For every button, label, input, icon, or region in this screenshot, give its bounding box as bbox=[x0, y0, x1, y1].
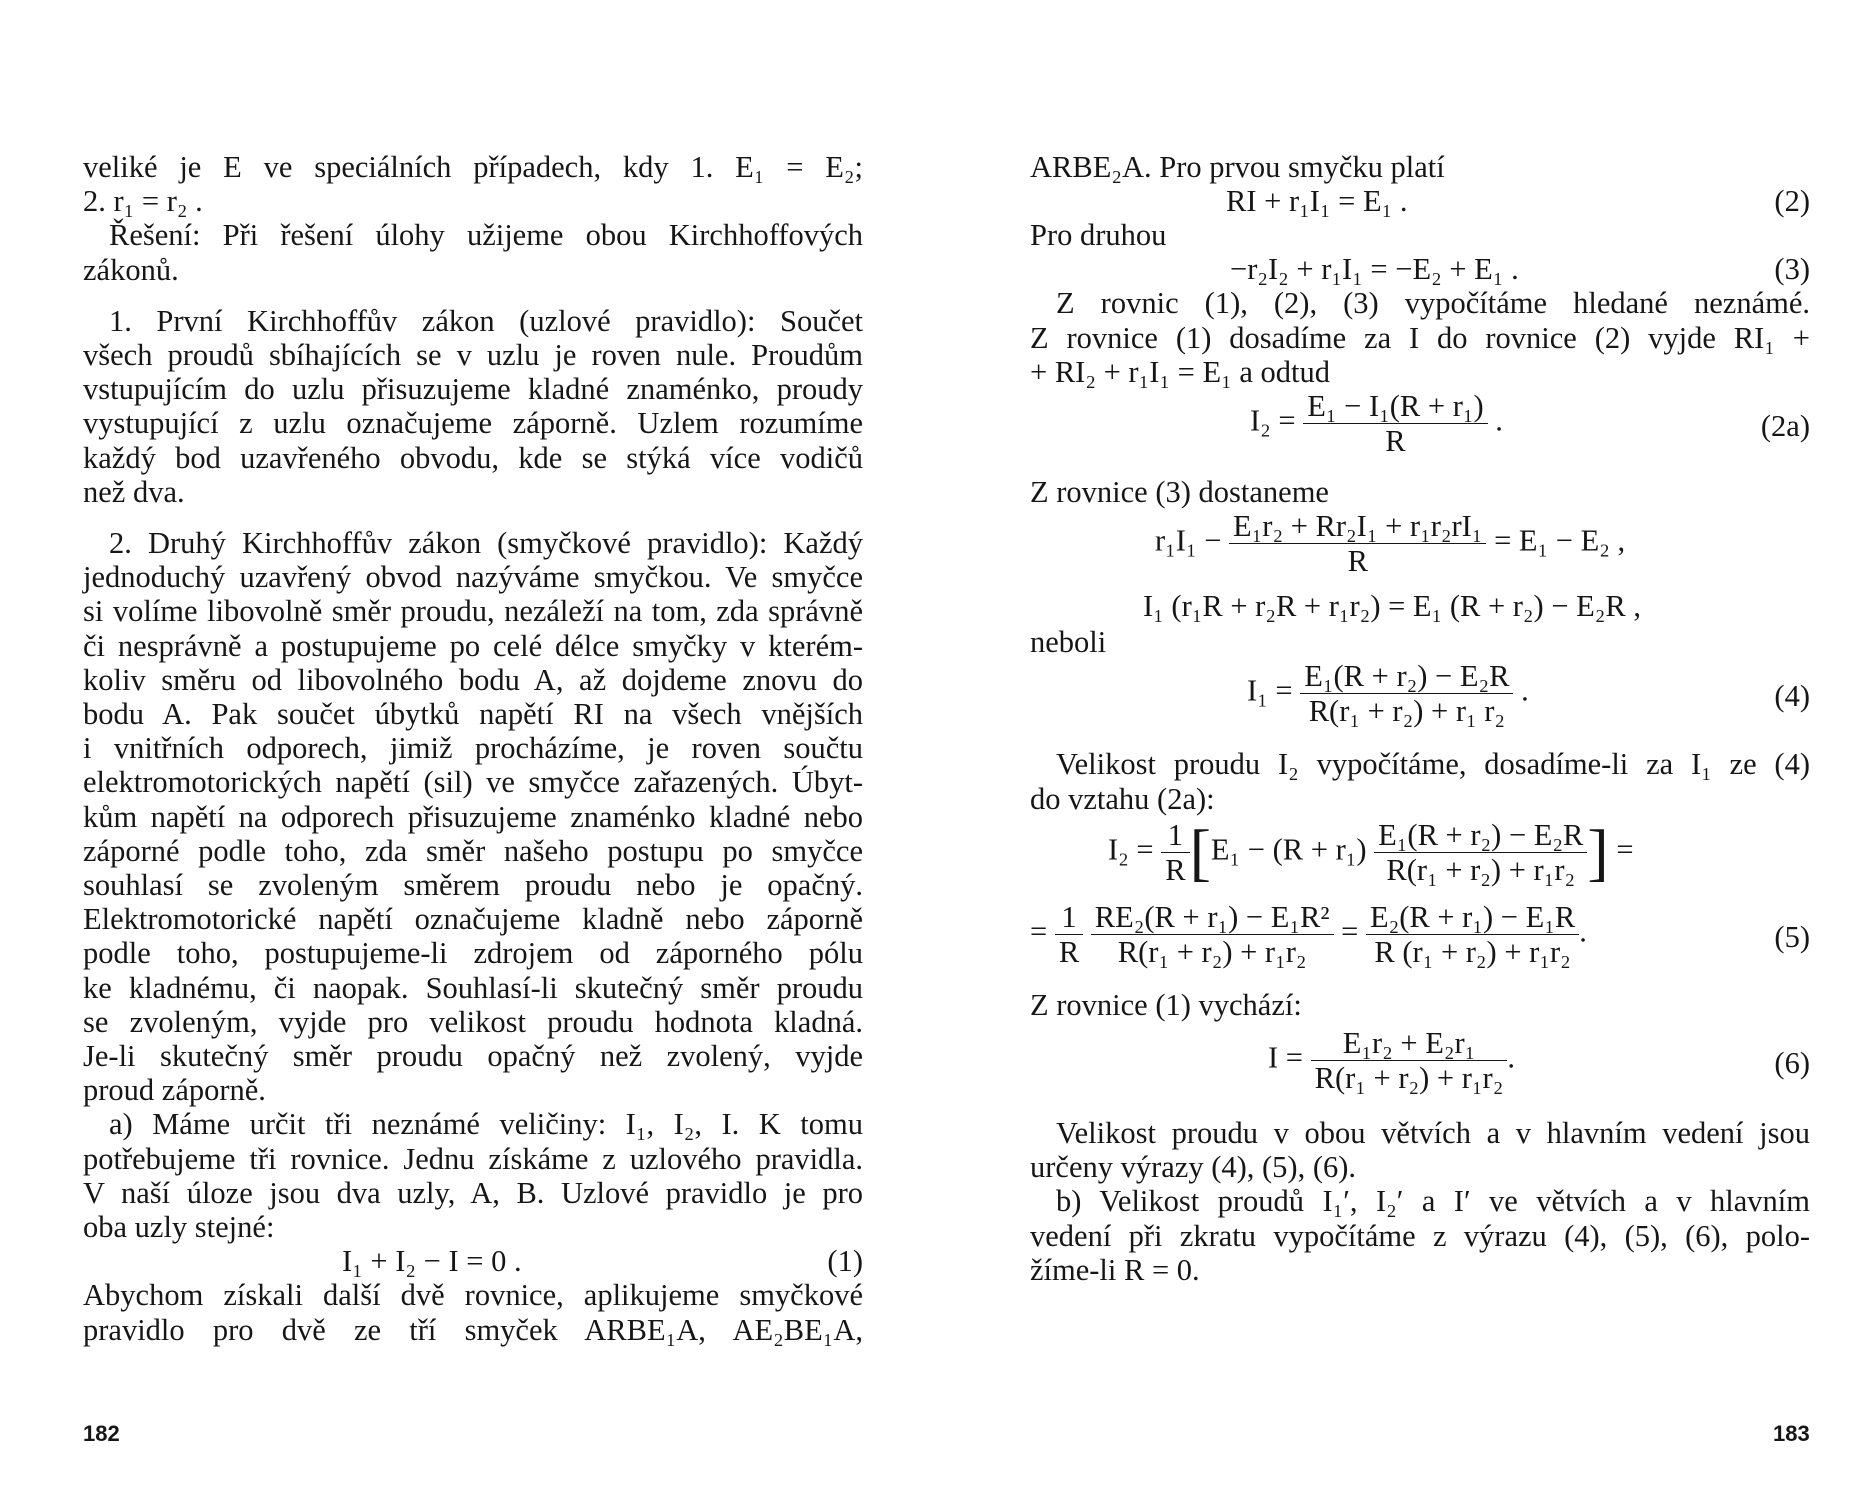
equation-lhs: I₂ = bbox=[1250, 403, 1296, 438]
fraction: $\frac{\text{E₂(R + r₁) − E₁R}}{\text{R (r₁ + r₂) + r₁r₂}}$ bbox=[1366, 900, 1579, 969]
text-line: Elektromotorické napětí označujeme kladně nebo záporně bbox=[83, 902, 863, 937]
text-line: oba uzly stejné: bbox=[83, 1210, 275, 1245]
text-line: potřebujeme tři rovnice. Jednu získáme z uzlového pravidla. bbox=[83, 1141, 863, 1176]
fraction bbox=[1303, 389, 1487, 458]
text-line: a) Máme určit tři neznámé veličiny: I₁, I₂, I. K tomu bbox=[109, 1107, 863, 1142]
equation-body: I₁ (r₁R + r₂R + r₁r₂) = E₁ (R + r₂) − E₂R , bbox=[1143, 589, 1642, 624]
equation-lhs: I₂ = bbox=[1108, 832, 1154, 867]
fraction bbox=[1229, 509, 1486, 578]
text-line: + RI₂ + r₁I₁ = E₁ a odtud bbox=[1030, 354, 1330, 389]
equation-5-first-line: I₂ = $\frac{1}{R}$ [E₁ − (R + r₁) $\frac{\text{E₁(R + r₂) − E₂R}}{\text{R(r₁ + r₂) + r₁r₂}}$ ] = bbox=[1108, 816, 1634, 888]
equation-2 bbox=[1030, 184, 1810, 218]
fraction: $\frac{\text{E₁(R + r₂) − E₂R}}{\text{R(r₁ + r₂) + r₁r₂}}$ bbox=[1374, 818, 1587, 887]
equation-number: (2) bbox=[1774, 184, 1810, 219]
text-line: Je-li skutečný směr proudu opačný než zvolený, vyjde bbox=[83, 1039, 863, 1074]
equation-lhs: r₁I₁ − bbox=[1155, 523, 1222, 558]
text-line: b) Velikost proudů I₁′, I₂′ a I′ ve větvích a v hlavním bbox=[1056, 1184, 1810, 1219]
text-line: neboli bbox=[1030, 625, 1107, 660]
text-line: záporné podle toho, zda směr našeho postupu po smyčce bbox=[83, 833, 863, 868]
text-line: žíme-li R = 0. bbox=[1030, 1252, 1200, 1287]
text-line: Velikost proudu I₂ vypočítáme, dosadíme-li za I₁ ze (4) bbox=[1056, 747, 1810, 782]
text-line: 1. První Kirchhoffův zákon (uzlové pravidlo): Součet bbox=[109, 303, 863, 338]
equation-number: (3) bbox=[1774, 252, 1810, 287]
text-line: 2. Druhý Kirchhoffův zákon (smyčkové pravidlo): Každý bbox=[109, 526, 863, 561]
equation-lhs: I = bbox=[1268, 1040, 1303, 1075]
fraction: $\frac{1}{R}$ bbox=[1055, 900, 1083, 969]
text-line: podle toho, postupujeme-li zdrojem od záporného pólu bbox=[83, 936, 863, 971]
text-line: V naší úloze jsou dva uzly, A, B. Uzlové pravidlo je pro bbox=[83, 1175, 863, 1210]
equation-1 bbox=[83, 1244, 863, 1278]
text-line: Abychom získali další dvě rovnice, aplikujeme smyčkové bbox=[83, 1278, 863, 1313]
denominator: R bbox=[1385, 424, 1406, 459]
equation-body: RI + r₁I₁ = E₁ . bbox=[1226, 184, 1408, 219]
equation-number: (5) bbox=[1774, 919, 1810, 954]
equation-number: (1) bbox=[827, 1244, 863, 1279]
fraction bbox=[1300, 659, 1513, 728]
numerator: E₁ − I₁(R + r₁) bbox=[1303, 389, 1487, 424]
text-line: elektromotorických napětí (sil) ve smyčce zařazených. Úbyt- bbox=[83, 765, 863, 800]
equation-body: −r₂I₂ + r₁I₁ = −E₂ + E₁ . bbox=[1230, 252, 1519, 287]
text-line: Z rovnic (1), (2), (3) vypočítáme hledané neznámé. bbox=[1056, 286, 1810, 321]
text-line: určeny výrazy (4), (5), (6). bbox=[1030, 1150, 1357, 1185]
text-line: ke kladnému, či naopak. Souhlasí-li skutečný směr proudu bbox=[83, 970, 863, 1005]
fraction: $\frac{1}{R}$ bbox=[1161, 818, 1189, 887]
period: . bbox=[1495, 403, 1503, 438]
text-line: vystupující z uzlu označujeme záporně. Uzlem rozumíme bbox=[83, 406, 863, 441]
left-page bbox=[83, 150, 863, 1347]
page-number-left: 182 bbox=[83, 1421, 120, 1446]
right-page bbox=[1030, 150, 1810, 1287]
text-line: než dva. bbox=[83, 474, 185, 509]
equation-r1I1 bbox=[1030, 509, 1810, 585]
denominator: R bbox=[1347, 544, 1368, 579]
text-line: proud záporně. bbox=[83, 1073, 266, 1108]
text-line: Pro druhou bbox=[1030, 218, 1167, 253]
text-line: si volíme libovolně směr proudu, nezáleží na tom, zda správně bbox=[83, 594, 863, 629]
equation-5-second-line: = $\frac{1}{R}$ $\frac{\text{RE₂(R + r₁) − E₁R²}}{\text{R(r₁ + r₂) + r₁r₂}}$ = $\frac{\text{E₂(R + r₁) − E₁R}}{\text{R (r₁ + r₂) + r₁r₂}}$ . (5) bbox=[1030, 899, 1810, 969]
equation-rhs: = E₁ − E₂ , bbox=[1494, 523, 1626, 558]
text-line: koliv směru od libovolného bodu A, až dojdeme znovu do bbox=[83, 662, 863, 697]
text-line: jednoduchý uzavřený obvod nazýváme smyčkou. Ve smyčce bbox=[83, 560, 863, 595]
equation-6: I = $\frac{\text{E₁r₂ + E₂r₁}}{\text{R(r₁ + r₂) + r₁r₂}}$ . (6) bbox=[1268, 1026, 1810, 1096]
equation-number: (6) bbox=[1774, 1046, 1810, 1081]
text-line: 2. r₁ = r₂ . bbox=[83, 184, 203, 219]
denominator: R(r₁ + r₂) + r₁ r₂ bbox=[1308, 694, 1506, 729]
equation-body: I₁ + I₂ − I = 0 . bbox=[342, 1244, 522, 1279]
period: . bbox=[1521, 673, 1529, 708]
text-line: Řešení: Při řešení úlohy užijeme obou Kirchhoffových bbox=[109, 218, 863, 253]
text-line: Z rovnice (1) dosadíme za I do rovnice (2) vyjde RI₁ + bbox=[1030, 320, 1810, 355]
fraction: $\frac{\text{RE₂(R + r₁) − E₁R²}}{\text{R(r₁ + r₂) + r₁r₂}}$ bbox=[1091, 900, 1334, 969]
bracket-close: ] bbox=[1587, 816, 1609, 888]
equation-3 bbox=[1030, 252, 1810, 286]
bracket-open: [ bbox=[1189, 816, 1211, 888]
text-line: bodu A. Pak součet úbytků napětí RI na všech vnějších bbox=[83, 697, 863, 732]
page-number-right: 183 bbox=[1773, 1421, 1810, 1446]
text-line: pravidlo pro dvě ze tří smyček ARBE₁A, AE₂BE₁A, bbox=[83, 1312, 863, 1347]
text-line: se zvoleným, vyjde pro velikost proudu hodnota kladná. bbox=[83, 1004, 863, 1039]
text-line: souhlasí se zvoleným směrem proudu nebo je opačný. bbox=[83, 868, 863, 903]
equation-expanded bbox=[1030, 585, 1810, 625]
numerator: E₁(R + r₂) − E₂R bbox=[1300, 659, 1513, 694]
equation-number: (2a) bbox=[1760, 409, 1810, 444]
text-line: i vnitřních odporech, jimiž procházíme, je roven součtu bbox=[83, 731, 863, 766]
bracket-inner: E₁ − (R + r₁) bbox=[1210, 832, 1367, 867]
equation-2a bbox=[1030, 389, 1810, 465]
text-line: zákonů. bbox=[83, 252, 179, 287]
equation-4 bbox=[1030, 659, 1810, 737]
text-line: vstupujícím do uzlu přisuzujeme kladné znaménko, proudy bbox=[83, 372, 863, 407]
text-line: Z rovnice (1) vychází: bbox=[1030, 987, 1302, 1022]
text-line: veliké je E ve speciálních případech, kdy 1. E₁ = E₂; bbox=[83, 150, 863, 184]
equation-number: (4) bbox=[1774, 679, 1810, 714]
text-line: či nesprávně a postupujeme po celé délce smyčky v kterém- bbox=[83, 628, 863, 663]
numerator: E₁r₂ + Rr₂I₁ + r₁r₂rI₁ bbox=[1229, 509, 1486, 544]
text-line: Velikost proudu v obou větvích a v hlavním vedení jsou bbox=[1056, 1116, 1810, 1151]
fraction: $\frac{\text{E₁r₂ + E₂r₁}}{\text{R(r₁ + r₂) + r₁r₂}}$ bbox=[1311, 1026, 1508, 1095]
text-line: všech proudů sbíhajících se v uzlu je roven nule. Proudům bbox=[83, 338, 863, 373]
equation-lhs: I₁ = bbox=[1247, 673, 1293, 708]
text-line: ARBE₂A. Pro prvou smyčku platí bbox=[1030, 150, 1445, 184]
text-line: kům napětí na odporech přisuzujeme znaménko kladné nebo bbox=[83, 799, 863, 834]
text-line: vedení při zkratu vypočítáme z výrazu (4), (5), (6), polo- bbox=[1030, 1218, 1810, 1253]
text-line: každý bod uzavřeného obvodu, kde se stýká více vodičů bbox=[83, 440, 863, 475]
text-line: do vztahu (2a): bbox=[1030, 781, 1215, 816]
text-line: Z rovnice (3) dostaneme bbox=[1030, 475, 1329, 510]
